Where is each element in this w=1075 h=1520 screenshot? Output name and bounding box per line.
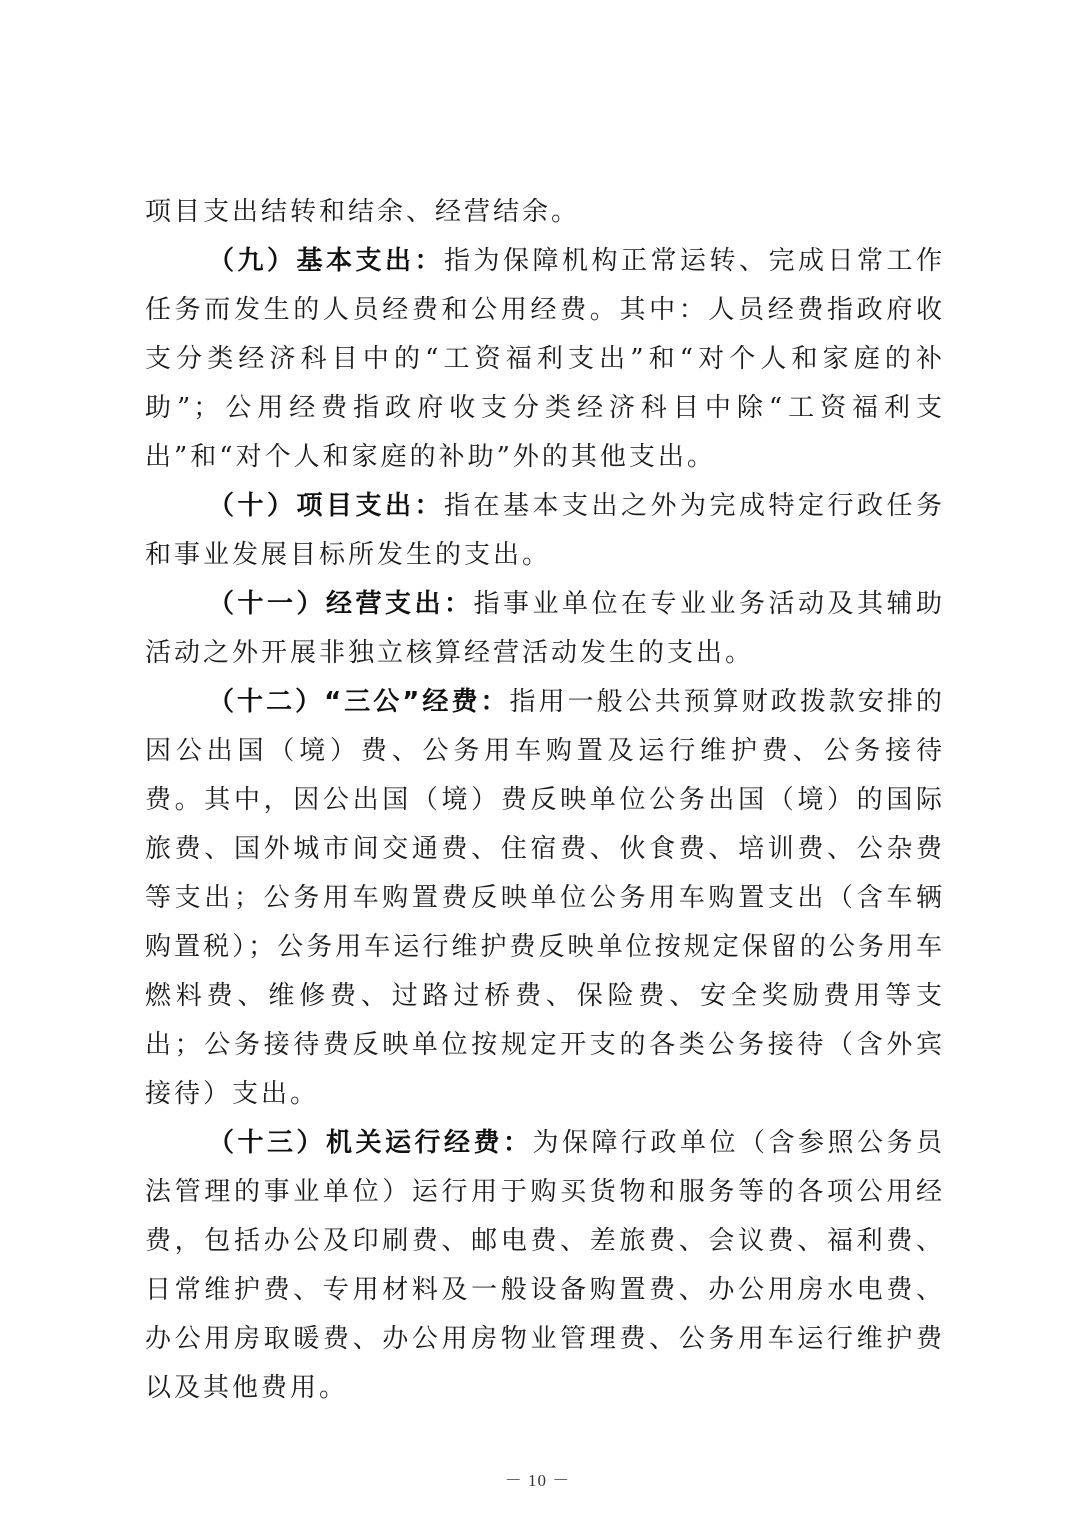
term-heading: （十三）机关运行经费： [208,1128,533,1158]
paragraph-continuation [145,188,945,237]
document-body [145,188,945,1413]
term-heading: （十一）经营支出： [208,589,474,619]
paragraph-text: 项目支出结转和结余、经营结余。 [145,197,581,227]
paragraph-text: 指事业单位在专业业务活动及其辅助活动之外开展非独立核算经营活动发生的支出。 [145,589,945,668]
paragraph-basic-expenditure [145,237,945,482]
term-heading: （九）基本支出： [208,246,444,276]
page-number: － 10 － [504,1471,571,1490]
paragraph-text: 指为保障机构正常运转、完成日常工作任务而发生的人员经费和公用经费。其中：人员经费指政府收支分类经济科目中的“工资福利支出”和“对个人和家庭的补助”；公用经费指政府收支分类经济科目中除“工资福利支出”和“对个人和家庭的补助”外的其他支出。 [145,246,945,472]
paragraph-project-expenditure [145,482,945,580]
term-heading: （十二）“三公”经费： [208,687,510,717]
paragraph-text: 为保障行政单位（含参照公务员法管理的事业单位）运行用于购买货物和服务等的各项公用经费，包括办公及印刷费、邮电费、差旅费、会议费、福利费、日常维护费、专用材料及一般设备购置费、办公用房水电费、办公用房取暖费、办公用房物业管理费、公务用车运行维护费以及其他费用。 [145,1128,945,1403]
term-heading: （十）项目支出： [208,491,444,521]
paragraph-three-public-expenses [145,678,945,1119]
paragraph-text: 指用一般公共预算财政拨款安排的因公出国（境）费、公务用车购置及运行维护费、公务接待费。其中，因公出国（境）费反映单位公务出国（境）的国际旅费、国外城市间交通费、住宿费、伙食费、培训费、公杂费等支出；公务用车购置费反映单位公务用车购置支出（含车辆购置税）；公务用车运行维护费反映单位按规定保留的公务用车燃料费、维修费、过路过桥费、保险费、安全奖励费用等支出；公务接待费反映单位按规定开支的各类公务接待（含外宾接待）支出。 [145,687,945,1109]
paragraph-text: 指在基本支出之外为完成特定行政任务和事业发展目标所发生的支出。 [145,491,945,570]
paragraph-agency-operating-funds [145,1119,945,1413]
paragraph-operating-expenditure [145,580,945,678]
